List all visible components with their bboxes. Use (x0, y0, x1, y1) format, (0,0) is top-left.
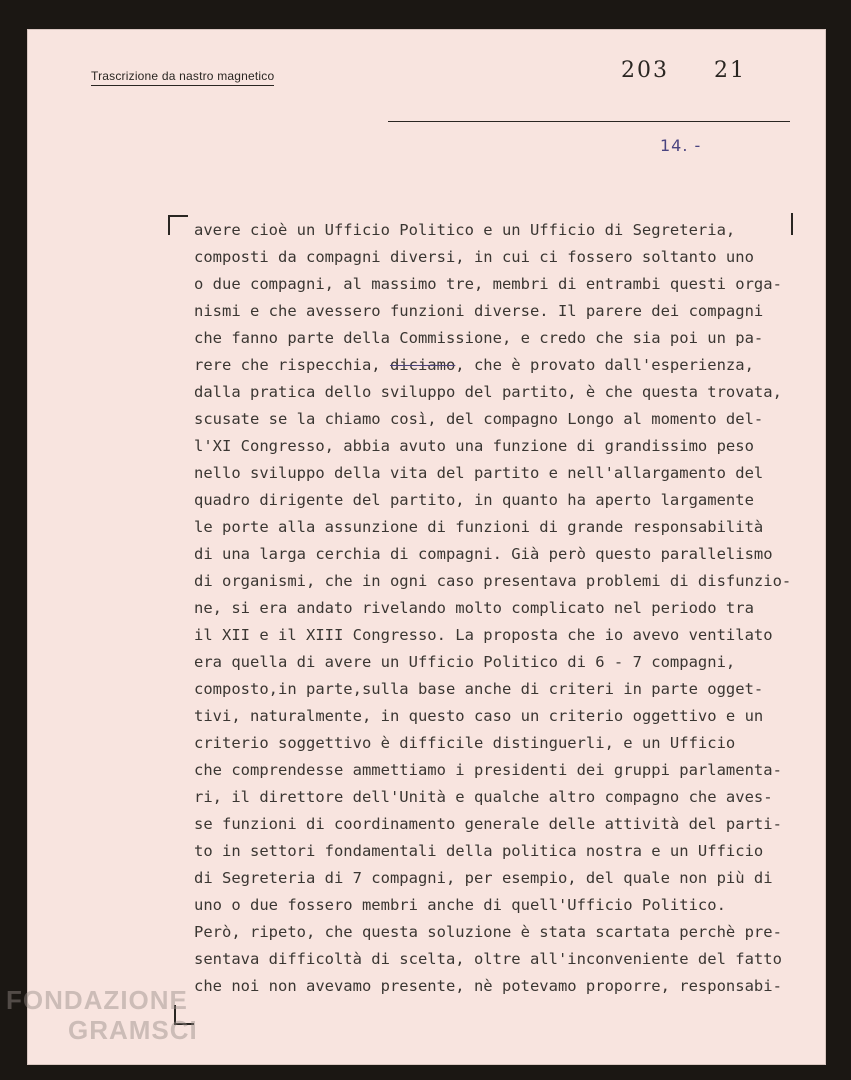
text-line: che fanno parte della Commissione, e credo che sia poi un pa- (194, 329, 764, 347)
text-line: di organismi, che in ogni caso presentava problemi di disfunzio- (194, 572, 792, 590)
text-line: di Segreteria di 7 compagni, per esempio, del quale non più di (194, 869, 773, 887)
text-line: di una larga cerchia di compagni. Già però questo parallelismo (194, 545, 773, 563)
text-line: il XII e il XIII Congresso. La proposta che io avevo ventilato (194, 626, 773, 644)
text-line: che noi non avevamo presente, nè potevamo proporre, responsabi- (194, 977, 782, 995)
text-line: era quella di avere un Ufficio Politico di 6 - 7 compagni, (194, 653, 736, 671)
text-line: uno o due fossero membri anche di quell'Ufficio Politico. (194, 896, 726, 914)
handwritten-page-number: 14. - (660, 136, 702, 155)
watermark-line: GRAMSCI (68, 1015, 198, 1045)
text-line: sentava difficoltà di scelta, oltre all'inconveniente del fatto (194, 950, 782, 968)
text-line: l'XI Congresso, abbia avuto una funzione di grandissimo peso (194, 437, 754, 455)
text-line: nismi e che avessero funzioni diverse. Il parere dei compagni (194, 302, 764, 320)
text-line: criterio soggettivo è difficile distinguerli, e un Ufficio (194, 734, 736, 752)
margin-line-mark (791, 213, 793, 235)
corner-bracket-top (168, 215, 188, 235)
text-line: scusate se la chiamo così, del compagno Longo al momento del- (194, 410, 764, 428)
document-page (28, 30, 825, 1064)
struck-word: diciamo (389, 356, 456, 374)
header-rule (388, 121, 790, 122)
reference-number-secondary: 21 (714, 58, 746, 83)
text-line: ri, il direttore dell'Unità e qualche altro compagno che aves- (194, 788, 773, 806)
text-line: che comprendesse ammettiamo i presidenti dei gruppi parlamenta- (194, 761, 782, 779)
watermark-line: FONDAZIONE (6, 985, 188, 1015)
text-segment: , che è provato dall'esperienza, (455, 356, 754, 374)
text-line: composto,in parte,sulla base anche di criteri in parte ogget- (194, 680, 764, 698)
transcription-header: Trascrizione da nastro magnetico (91, 69, 274, 86)
text-line: ne, si era andato rivelando molto complicato nel periodo tra (194, 599, 754, 617)
text-line: se funzioni di coordinamento generale delle attività del parti- (194, 815, 782, 833)
text-line: avere cioè un Ufficio Politico e un Ufficio di Segreteria, (194, 221, 736, 239)
text-line: o due compagni, al massimo tre, membri di entrambi questi orga- (194, 275, 782, 293)
text-line: composti da compagni diversi, in cui ci fossero soltanto uno (194, 248, 754, 266)
transcript-body (194, 217, 791, 1000)
text-line: tivi, naturalmente, in questo caso un criterio oggettivo e un (194, 707, 764, 725)
text-line: nello sviluppo della vita del partito e nell'allargamento del (194, 464, 764, 482)
text-line (194, 352, 791, 379)
text-line: le porte alla assunzione di funzioni di grande responsabilità (194, 518, 764, 536)
text-line: to in settori fondamentali della politica nostra e un Ufficio (194, 842, 764, 860)
text-line: dalla pratica dello sviluppo del partito, è che questa trovata, (194, 383, 782, 401)
text-line: quadro dirigente del partito, in quanto ha aperto largamente (194, 491, 754, 509)
text-segment: rere che rispecchia, (194, 356, 390, 374)
foundation-watermark (6, 985, 198, 1045)
text-line: Però, ripeto, che questa soluzione è stata scartata perchè pre- (194, 923, 782, 941)
reference-number-primary: 203 (621, 58, 669, 83)
